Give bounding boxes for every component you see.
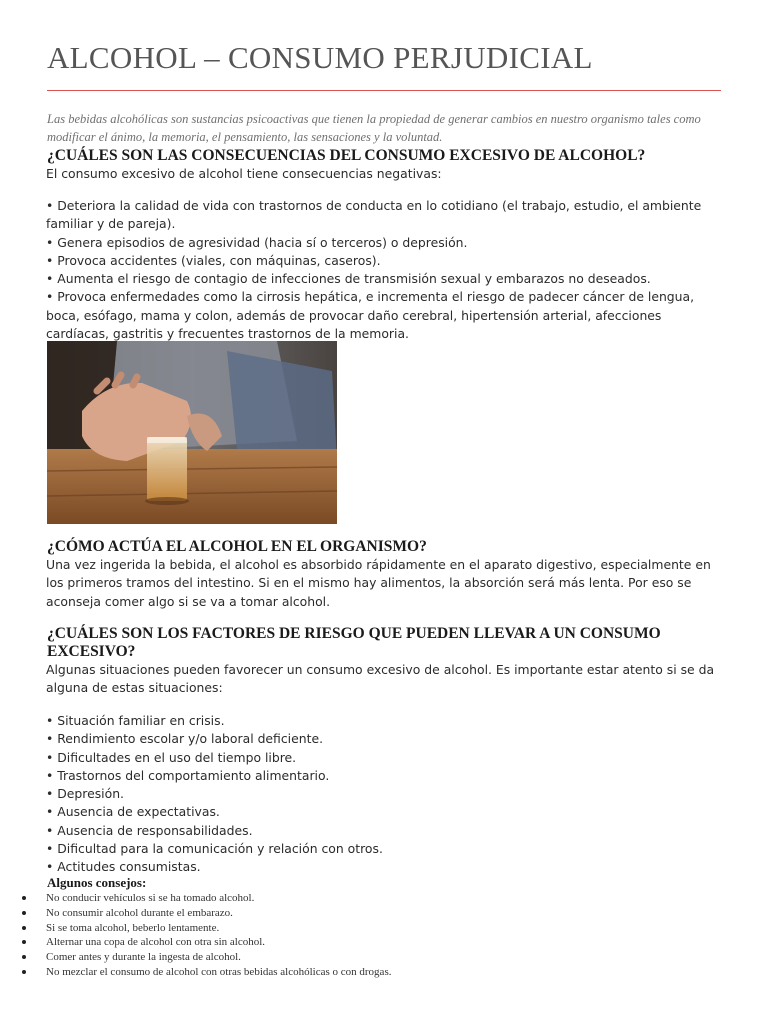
list-item: • Aumenta el riesgo de contagio de infecciones de transmisión sexual y embarazos no deseados. <box>46 270 726 288</box>
factores-list <box>46 712 726 877</box>
consecuencias-list <box>46 197 726 343</box>
list-item: • Provoca enfermedades como la cirrosis hepática, e incrementa el riesgo de padecer cáncer de lengua, boca, esófago, mama y colon, además de provocar daño cerebral, hipertensión arterial, afecciones cardíacas, gastritis y frecuentes trastornos de la memoria. <box>46 288 726 343</box>
list-item: Comer antes y durante la ingesta de alcohol. <box>0 950 391 965</box>
list-item: • Depresión. <box>46 785 726 803</box>
list-item: • Dificultad para la comunicación y relación con otros. <box>46 840 726 858</box>
list-item: • Actitudes consumistas. <box>46 858 726 876</box>
list-item: • Deteriora la calidad de vida con trastornos de conducta en lo cotidiano (el trabajo, estudio, el ambiente familiar y de pareja). <box>46 197 726 234</box>
como-actua-paragraph: Una vez ingerida la bebida, el alcohol es absorbido rápidamente en el aparato digestivo, especialmente en los primeros tramos del intestino. Si en el mismo hay alimentos, la absorción será más lenta. Por eso se aconseja comer algo si se va a tomar alcohol. <box>46 557 711 609</box>
intro-paragraph: Las bebidas alcohólicas son sustancias psicoactivas que tienen la propiedad de generar cambios en nuestro organismo tales como modificar el ánimo, la memoria, el pensamiento, las sensaciones y la voluntad. <box>47 112 701 144</box>
list-item: Si se toma alcohol, beberlo lentamente. <box>0 921 391 936</box>
list-item: • Ausencia de responsabilidades. <box>46 822 726 840</box>
section-heading-factores: ¿CUÁLES SON LOS FACTORES DE RIESGO QUE PUEDEN LLEVAR A UN CONSUMO EXCESIVO? <box>47 625 661 660</box>
consecuencias-intro: El consumo excesivo de alcohol tiene consecuencias negativas: <box>46 166 442 181</box>
page-title: ALCOHOL – CONSUMO PERJUDICIAL <box>47 40 593 75</box>
list-item: • Rendimiento escolar y/o laboral deficiente. <box>46 730 726 748</box>
list-item: • Situación familiar en crisis. <box>46 712 726 730</box>
factores-intro: Algunas situaciones pueden favorecer un consumo excesivo de alcohol. Es importante estar atento si se da alguna de estas situaciones: <box>46 662 715 696</box>
list-item: • Dificultades en el uso del tiempo libre. <box>46 749 726 767</box>
list-item: No consumir alcohol durante el embarazo. <box>0 906 391 921</box>
photo-illustration <box>47 341 337 524</box>
consejos-heading: Algunos consejos: <box>47 875 147 890</box>
list-item: Alternar una copa de alcohol con otra sin alcohol. <box>0 935 391 950</box>
section-heading-como-actua: ¿CÓMO ACTÚA EL ALCOHOL EN EL ORGANISMO? <box>47 538 427 555</box>
title-divider <box>47 90 721 91</box>
list-item: • Genera episodios de agresividad (hacia sí o terceros) o depresión. <box>46 234 726 252</box>
section-heading-consecuencias: ¿CUÁLES SON LAS CONSECUENCIAS DEL CONSUMO EXCESIVO DE ALCOHOL? <box>47 147 646 164</box>
photo-hand-refusing-glass <box>47 341 337 524</box>
consejos-list <box>0 891 391 980</box>
list-item: No mezclar el consumo de alcohol con otras bebidas alcohólicas o con drogas. <box>0 965 391 980</box>
list-item: • Provoca accidentes (viales, con máquinas, caseros). <box>46 252 726 270</box>
list-item: • Trastornos del comportamiento alimentario. <box>46 767 726 785</box>
list-item: • Ausencia de expectativas. <box>46 803 726 821</box>
list-item: No conducir vehículos si se ha tomado alcohol. <box>0 891 391 906</box>
